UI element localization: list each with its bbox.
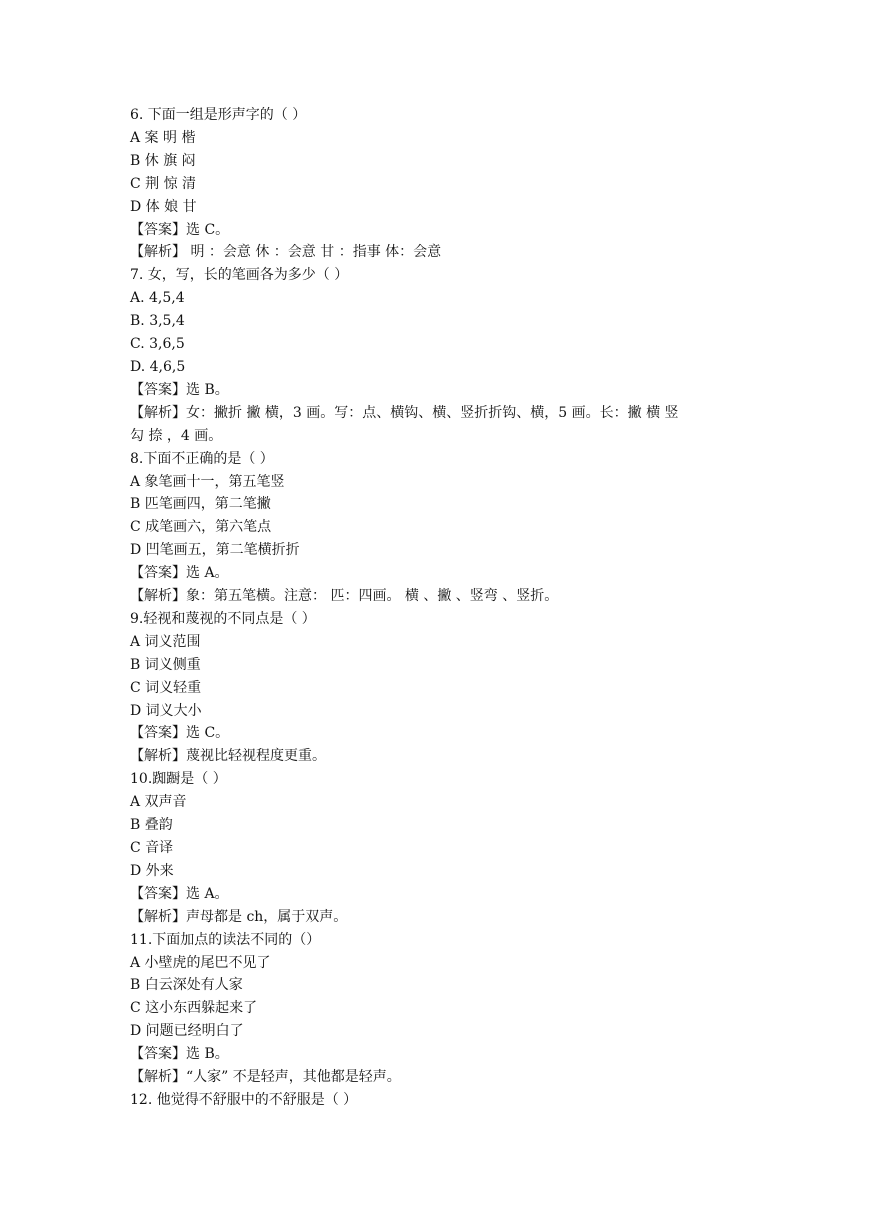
question-10-option-a: A 双声音 (130, 794, 187, 811)
question-9-stem: 9.轻视和蔑视的不同点是（ ） (130, 610, 316, 627)
question-7-option-c: C. 3,6,5 (130, 336, 185, 353)
question-6-option-c: C 荆 惊 清 (130, 175, 197, 192)
question-11-option-c: C 这小东西躲起来了 (130, 1000, 258, 1017)
question-9-analysis: 【解析】蔑视比轻视程度更重。 (130, 748, 326, 765)
question-9-answer: 【答案】选 C。 (130, 725, 230, 742)
question-7-option-d: D. 4,6,5 (130, 358, 186, 375)
question-8-option-d: D 凹笔画五，第二笔横折折 (130, 542, 300, 559)
question-11-answer: 【答案】选 B。 (130, 1046, 229, 1063)
question-7-analysis-line-1: 【解析】女：撇折 撇 横，3 画。写：点、横钩、横、竖折折钩、横，5 画。长：撇 横 竖 (130, 404, 679, 421)
question-6-option-a: A 案 明 楷 (130, 129, 196, 146)
question-10-option-b: B 叠韵 (130, 817, 173, 834)
document-page (130, 104, 750, 1112)
question-7-analysis-line-2: 勾 捺 ，4 画。 (130, 427, 223, 444)
question-6-answer: 【答案】选 C。 (130, 221, 230, 238)
question-9-option-c: C 词义轻重 (130, 679, 202, 696)
question-6-stem: 6. 下面一组是形声字的（ ） (130, 107, 307, 123)
question-10-stem: 10.踟蹰是（ ） (130, 771, 227, 788)
question-10-analysis: 【解析】声母都是 ch，属于双声。 (130, 908, 348, 925)
question-11-analysis: 【解析】“人家” 不是轻声，其他都是轻声。 (130, 1069, 401, 1086)
question-11-option-b: B 白云深处有人家 (130, 977, 243, 994)
question-9-option-b: B 词义侧重 (130, 656, 201, 673)
question-6-analysis: 【解析】 明 ：会意 休 ：会意 甘 ：指事 体：会意 (130, 244, 442, 261)
question-10-option-c: C 音译 (130, 840, 174, 856)
question-8-stem: 8.下面不正确的是（ ） (130, 450, 274, 467)
question-8-option-a: A 象笔画十一，第五笔竖 (130, 473, 285, 490)
question-8-option-c: C 成笔画六，第六笔点 (130, 519, 272, 536)
question-6-option-b: B 休 旗 闷 (130, 152, 196, 169)
question-10-answer: 【答案】选 A。 (130, 885, 229, 902)
question-10-option-d: D 外来 (130, 862, 174, 879)
question-11-option-a: A 小壁虎的尾巴不见了 (130, 954, 271, 971)
question-8-option-b: B 匹笔画四，第二笔撇 (130, 496, 271, 513)
question-11-stem: 11.下面加点的读法不同的（） (130, 931, 321, 948)
question-7-option-b: B. 3,5,4 (130, 313, 185, 330)
question-7-answer: 【答案】选 B。 (130, 381, 229, 398)
question-9-option-d: D 词义大小 (130, 702, 202, 719)
question-8-answer: 【答案】选 A。 (130, 565, 229, 582)
question-7-stem: 7. 女，写，长的笔画各为多少（ ） (130, 267, 349, 284)
question-9-option-a: A 词义范围 (130, 633, 201, 650)
question-6-option-d: D 体 娘 甘 (130, 198, 197, 215)
question-11-option-d: D 问题已经明白了 (130, 1023, 244, 1040)
question-8-analysis: 【解析】象：第五笔横。注意： 匹：四画。 横 、撇 、竖弯 、竖折。 (130, 588, 559, 605)
question-12-stem: 12. 他觉得不舒服中的不舒服是（ ） (130, 1091, 358, 1108)
question-7-option-a: A. 4,5,4 (130, 290, 185, 307)
